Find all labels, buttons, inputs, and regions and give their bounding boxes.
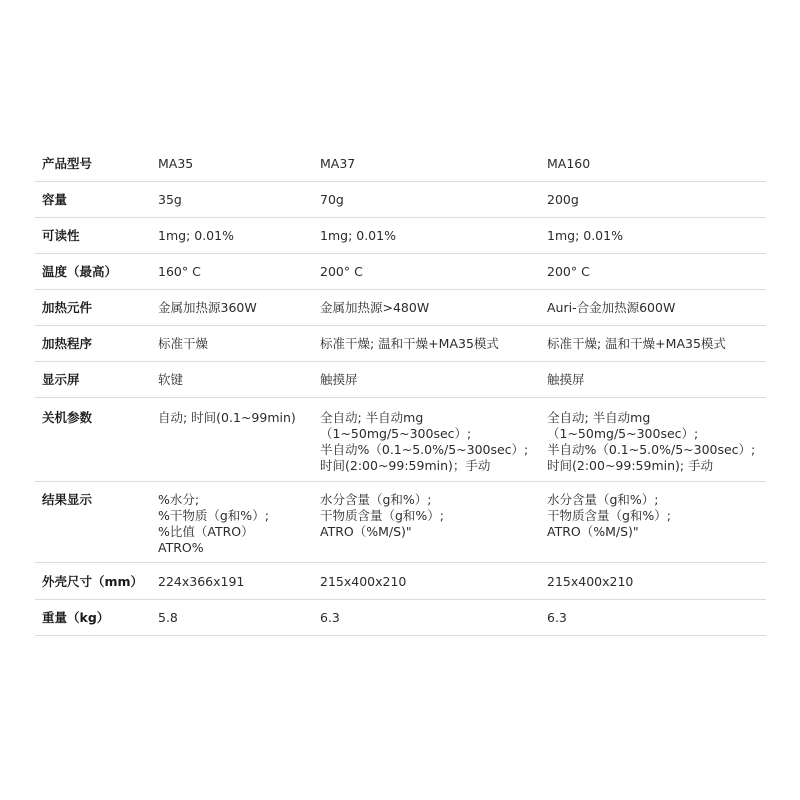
cell-line: 触摸屏	[320, 372, 358, 387]
cell-ma160	[540, 182, 766, 217]
cell-ma37	[313, 290, 540, 325]
cell-ma160	[540, 600, 766, 635]
table-row-shutdown-params	[35, 398, 766, 482]
spec-table	[35, 146, 766, 636]
cell-line: 6.3	[547, 610, 567, 625]
cell-line: 1mg; 0.01%	[158, 228, 234, 243]
table-row-heating-element	[35, 290, 766, 326]
cell-ma35	[151, 146, 313, 181]
cell-line: 金属加热源360W	[158, 300, 257, 315]
cell-line: 215x400x210	[547, 574, 634, 589]
cell-ma160	[540, 290, 766, 325]
cell-line: %比值（ATRO）	[158, 524, 254, 539]
cell-ma37	[313, 600, 540, 635]
cell-ma160	[540, 254, 766, 289]
cell-line: 触摸屏	[547, 372, 585, 387]
cell-line: 标准干燥; 温和干燥+MA35模式	[547, 336, 726, 351]
cell-line: ATRO（%M/S)"	[320, 524, 412, 539]
cell-ma35	[151, 398, 313, 481]
cell-ma160	[540, 482, 766, 562]
row-label: 加热程序	[42, 336, 93, 351]
cell-ma37	[313, 254, 540, 289]
cell-line: ATRO（%M/S)"	[547, 524, 639, 539]
cell-line: 软键	[158, 372, 184, 387]
cell-line: 1mg; 0.01%	[547, 228, 623, 243]
cell-line: 200° C	[320, 264, 363, 279]
cell-line: ATRO%	[158, 540, 204, 555]
row-label: 加热元件	[42, 300, 93, 315]
row-label: 产品型号	[42, 156, 93, 171]
cell-ma35	[151, 362, 313, 397]
cell-ma35	[151, 600, 313, 635]
cell-line: 160° C	[158, 264, 201, 279]
cell-line: 半自动%（0.1~5.0%/5~300sec）;	[320, 442, 529, 457]
cell-ma37	[313, 398, 540, 481]
cell-line: %水分;	[158, 492, 200, 507]
cell-ma160	[540, 146, 766, 181]
cell-ma37	[313, 326, 540, 361]
cell-line: 水分含量（g和%）;	[320, 492, 432, 507]
cell-ma160	[540, 326, 766, 361]
row-label: 结果显示	[42, 492, 93, 507]
cell-line: 224x366x191	[158, 574, 245, 589]
cell-ma35	[151, 563, 313, 599]
row-label: 外壳尺寸（mm）	[42, 574, 144, 589]
row-label: 关机参数	[42, 410, 93, 425]
cell-line: 金属加热源>480W	[320, 300, 430, 315]
cell-ma37	[313, 218, 540, 253]
cell-ma35	[151, 254, 313, 289]
cell-ma35	[151, 218, 313, 253]
cell-line: 半自动%（0.1~5.0%/5~300sec）;	[547, 442, 756, 457]
cell-line: 标准干燥	[158, 336, 209, 351]
cell-line: 全自动; 半自动mg	[320, 410, 424, 425]
cell-line: 200° C	[547, 264, 590, 279]
cell-line: 时间(2:00~99:59min)；手动	[320, 458, 491, 473]
cell-line: 水分含量（g和%）;	[547, 492, 659, 507]
cell-ma35	[151, 482, 313, 562]
cell-line: %干物质（g和%）;	[158, 508, 269, 523]
cell-line: 35g	[158, 192, 182, 207]
table-row-readability	[35, 218, 766, 254]
cell-line: 干物质含量（g和%）;	[320, 508, 445, 523]
cell-ma160	[540, 563, 766, 599]
table-row-heating-program	[35, 326, 766, 362]
row-label: 温度（最高）	[42, 264, 118, 279]
cell-line: 215x400x210	[320, 574, 407, 589]
cell-ma37	[313, 146, 540, 181]
cell-line: MA37	[320, 156, 356, 171]
table-row-weight	[35, 600, 766, 636]
cell-ma160	[540, 362, 766, 397]
cell-ma37	[313, 563, 540, 599]
cell-ma160	[540, 398, 766, 481]
table-row-display	[35, 362, 766, 398]
row-label: 可读性	[42, 228, 80, 243]
table-row-temperature	[35, 254, 766, 290]
table-row-model	[35, 146, 766, 182]
cell-line: 自动; 时间(0.1~99min)	[158, 410, 296, 425]
cell-line: Auri-合金加热源600W	[547, 300, 676, 315]
cell-line: （1~50mg/5~300sec）;	[320, 426, 472, 441]
cell-line: 干物质含量（g和%）;	[547, 508, 672, 523]
cell-line: 全自动; 半自动mg	[547, 410, 651, 425]
row-label: 重量（kg）	[42, 610, 110, 625]
table-row-capacity	[35, 182, 766, 218]
row-label: 容量	[42, 192, 68, 207]
cell-ma37	[313, 362, 540, 397]
cell-line: （1~50mg/5~300sec）;	[547, 426, 699, 441]
cell-line: 时间(2:00~99:59min); 手动	[547, 458, 714, 473]
cell-line: 5.8	[158, 610, 178, 625]
cell-line: MA160	[547, 156, 591, 171]
table-row-dimensions	[35, 563, 766, 600]
cell-ma37	[313, 182, 540, 217]
cell-line: 标准干燥; 温和干燥+MA35模式	[320, 336, 499, 351]
cell-line: 70g	[320, 192, 344, 207]
cell-ma35	[151, 326, 313, 361]
cell-line: 200g	[547, 192, 579, 207]
cell-line: 6.3	[320, 610, 340, 625]
cell-ma35	[151, 182, 313, 217]
cell-ma160	[540, 218, 766, 253]
cell-ma37	[313, 482, 540, 562]
table-row-result-display	[35, 482, 766, 563]
cell-line: MA35	[158, 156, 194, 171]
row-label: 显示屏	[42, 372, 80, 387]
cell-line: 1mg; 0.01%	[320, 228, 396, 243]
cell-ma35	[151, 290, 313, 325]
